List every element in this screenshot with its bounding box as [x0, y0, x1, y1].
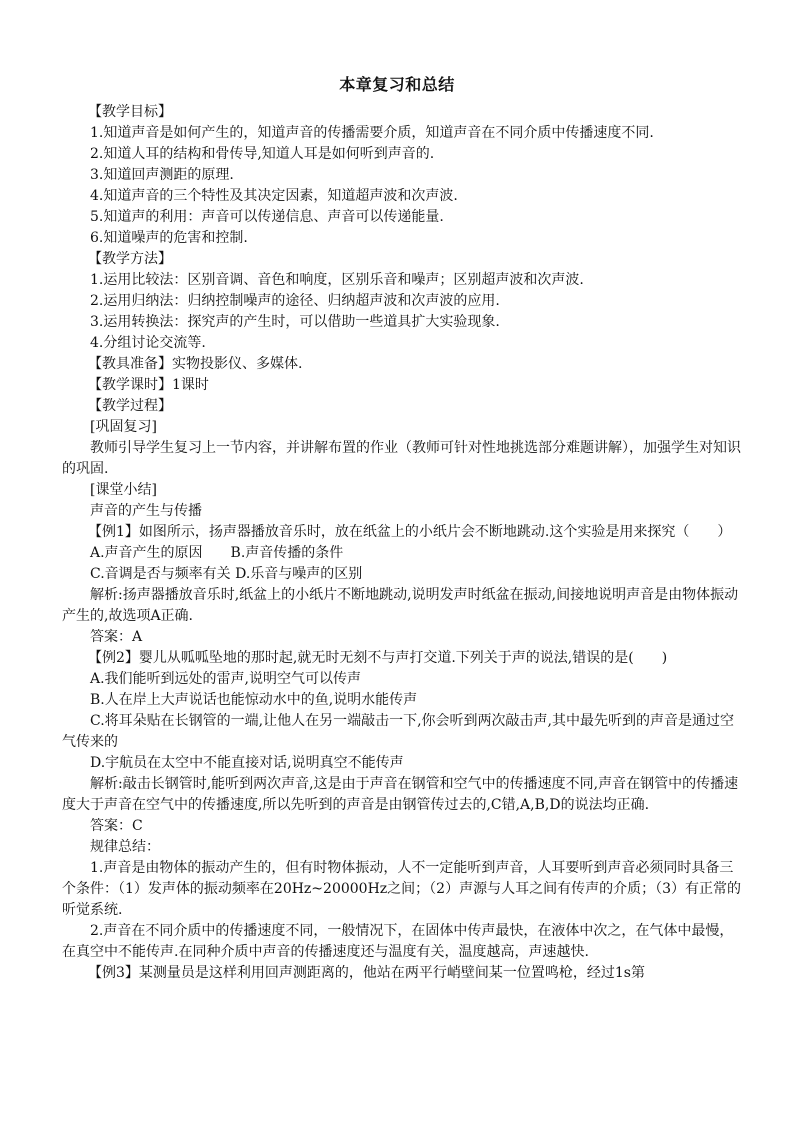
example-option: B.人在岸上大声说话也能惊动水中的鱼,说明水能传声 — [90, 692, 418, 708]
example-question: 【例2】婴儿从呱呱坠地的那时起,就无时无刻不与声打交道.下列关于声的说法,错误的是( ) — [88, 650, 668, 666]
topic-label: 声音的产生与传播 — [90, 503, 202, 519]
section-heading-hours: 【教学课时】1课时 — [88, 377, 209, 393]
subsection-label-summary: [课堂小结] — [90, 482, 157, 498]
example-option: A.声音产生的原因 B.声音传播的条件 — [90, 545, 344, 561]
example-option: C.音调是否与频率有关 D.乐音与噪声的区别 — [90, 566, 363, 582]
example-option: A.我们能听到远处的雷声,说明空气可以传声 — [90, 671, 362, 687]
objective-item: 3.知道回声测距的原理. — [90, 167, 234, 183]
example-analysis: 解析:扬声器播放音乐时,纸盆上的小纸片不断地跳动,说明发声时纸盆在振动,间接地说明声音是由物体振动产生的,故选项A正确. — [62, 587, 739, 624]
section-heading-equipment: 【教具准备】实物投影仪、多媒体. — [88, 356, 303, 372]
rule-summary-label: 规律总结： — [90, 839, 160, 855]
document-body — [62, 102, 746, 984]
page-title: 本章复习和总结 — [339, 75, 455, 94]
subsection-label-review: [巩固复习] — [90, 419, 157, 435]
example-question: 【例3】某测量员是这样利用回声测距离的，他站在两平行峭壁间某一位置鸣枪，经过1s第 — [88, 965, 645, 981]
objective-item: 2.知道人耳的结构和骨传导,知道人耳是如何听到声音的. — [90, 146, 435, 162]
example-analysis: 解析:敲击长钢管时,能听到两次声音,这是由于声音在钢管和空气中的传播速度不同,声音在钢管中的传播速度大于声音在空气中的传播速度,所以先听到的声音是由钢管传过去的,C错,A,B,D的说法均正确. — [62, 776, 739, 813]
example-option: C.将耳朵贴在长钢管的一端,让他人在另一端敲击一下,你会听到两次敲击声,其中最先听到的声音是通过空气传来的 — [62, 713, 735, 750]
objective-item: 6.知道噪声的危害和控制. — [90, 230, 248, 246]
objective-item: 4.知道声音的三个特性及其决定因素，知道超声波和次声波. — [90, 188, 458, 204]
example-answer: 答案：A — [90, 629, 143, 645]
section-heading-process: 【教学过程】 — [88, 398, 172, 414]
objective-item: 1.知道声音是如何产生的，知道声音的传播需要介质，知道声音在不同介质中传播速度不同. — [90, 125, 654, 141]
section-heading-methods: 【教学方法】 — [88, 251, 172, 267]
method-item: 3.运用转换法：探究声的产生时，可以借助一些道具扩大实验现象. — [90, 314, 500, 330]
paragraph: 教师引导学生复习上一节内容，并讲解布置的作业（教师可针对性地挑选部分难题讲解），加强学生对知识的巩固. — [62, 440, 741, 477]
method-item: 1.运用比较法：区别音调、音色和响度，区别乐音和噪声；区别超声波和次声波. — [90, 272, 584, 288]
rule-item: 2.声音在不同介质中的传播速度不同，一般情况下，在固体中传声最快，在液体中次之，在气体中最慢，在真空中不能传声.在同种介质中声音的传播速度还与温度有关，温度越高，声速越快. — [62, 923, 734, 960]
rule-item: 1.声音是由物体的振动产生的，但有时物体振动，人不一定能听到声音，人耳要听到声音必须同时具备三个条件：（1）发声体的振动频率在20Hz~20000Hz之间；（2）声源与人耳之间有传声的介质；（3）有正常的听觉系统. — [62, 860, 741, 918]
method-item: 4.分组讨论交流等. — [90, 335, 206, 351]
objective-item: 5.知道声的利用：声音可以传递信息、声音可以传递能量. — [90, 209, 444, 225]
section-heading-objectives: 【教学目标】 — [88, 104, 172, 120]
method-item: 2.运用归纳法：归纳控制噪声的途径、归纳超声波和次声波的应用. — [90, 293, 500, 309]
example-option: D.宇航员在太空中不能直接对话,说明真空不能传声 — [90, 755, 404, 771]
example-answer: 答案：C — [90, 818, 143, 834]
example-question: 【例1】如图所示，扬声器播放音乐时，放在纸盆上的小纸片会不断地跳动.这个实验是用来探究（ ） — [88, 524, 732, 540]
